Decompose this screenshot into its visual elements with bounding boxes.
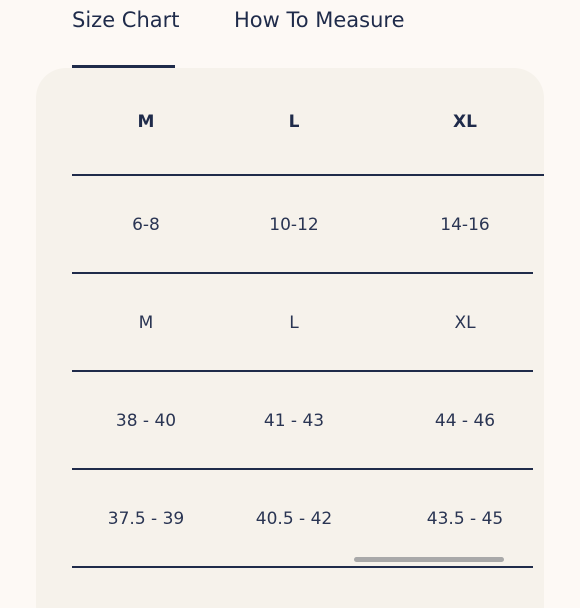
table-cell: 6-8 (132, 215, 160, 235)
table-row (72, 274, 544, 372)
table-cell: 38 - 40 (115, 411, 177, 431)
size-table (72, 68, 544, 568)
table-cell: 41 - 43 (263, 411, 325, 431)
tab-size-chart[interactable]: Size Chart (72, 8, 180, 32)
tab-how-to-measure[interactable]: How To Measure (234, 8, 405, 32)
table-cell: L (288, 112, 300, 132)
size-table-viewport[interactable] (72, 68, 544, 608)
table-row-header (72, 68, 544, 176)
table-row (72, 470, 544, 568)
horizontal-scrollbar[interactable] (354, 557, 504, 562)
table-row (72, 372, 544, 470)
table-cell: L (289, 313, 299, 333)
table-cell: M (137, 112, 155, 132)
size-chart-panel (36, 68, 544, 608)
table-cell: 37.5 - 39 (107, 509, 185, 529)
tab-bar (0, 0, 580, 70)
row-divider (72, 566, 533, 568)
table-cell: 43.5 - 45 (426, 509, 504, 529)
table-cell: XL (454, 313, 476, 333)
table-cell: M (138, 313, 154, 333)
table-cell: 40.5 - 42 (255, 509, 333, 529)
table-cell: 10-12 (269, 215, 319, 235)
table-row (72, 176, 544, 274)
table-cell: XL (453, 112, 477, 132)
table-cell: 44 - 46 (434, 411, 496, 431)
table-cell: 14-16 (440, 215, 490, 235)
